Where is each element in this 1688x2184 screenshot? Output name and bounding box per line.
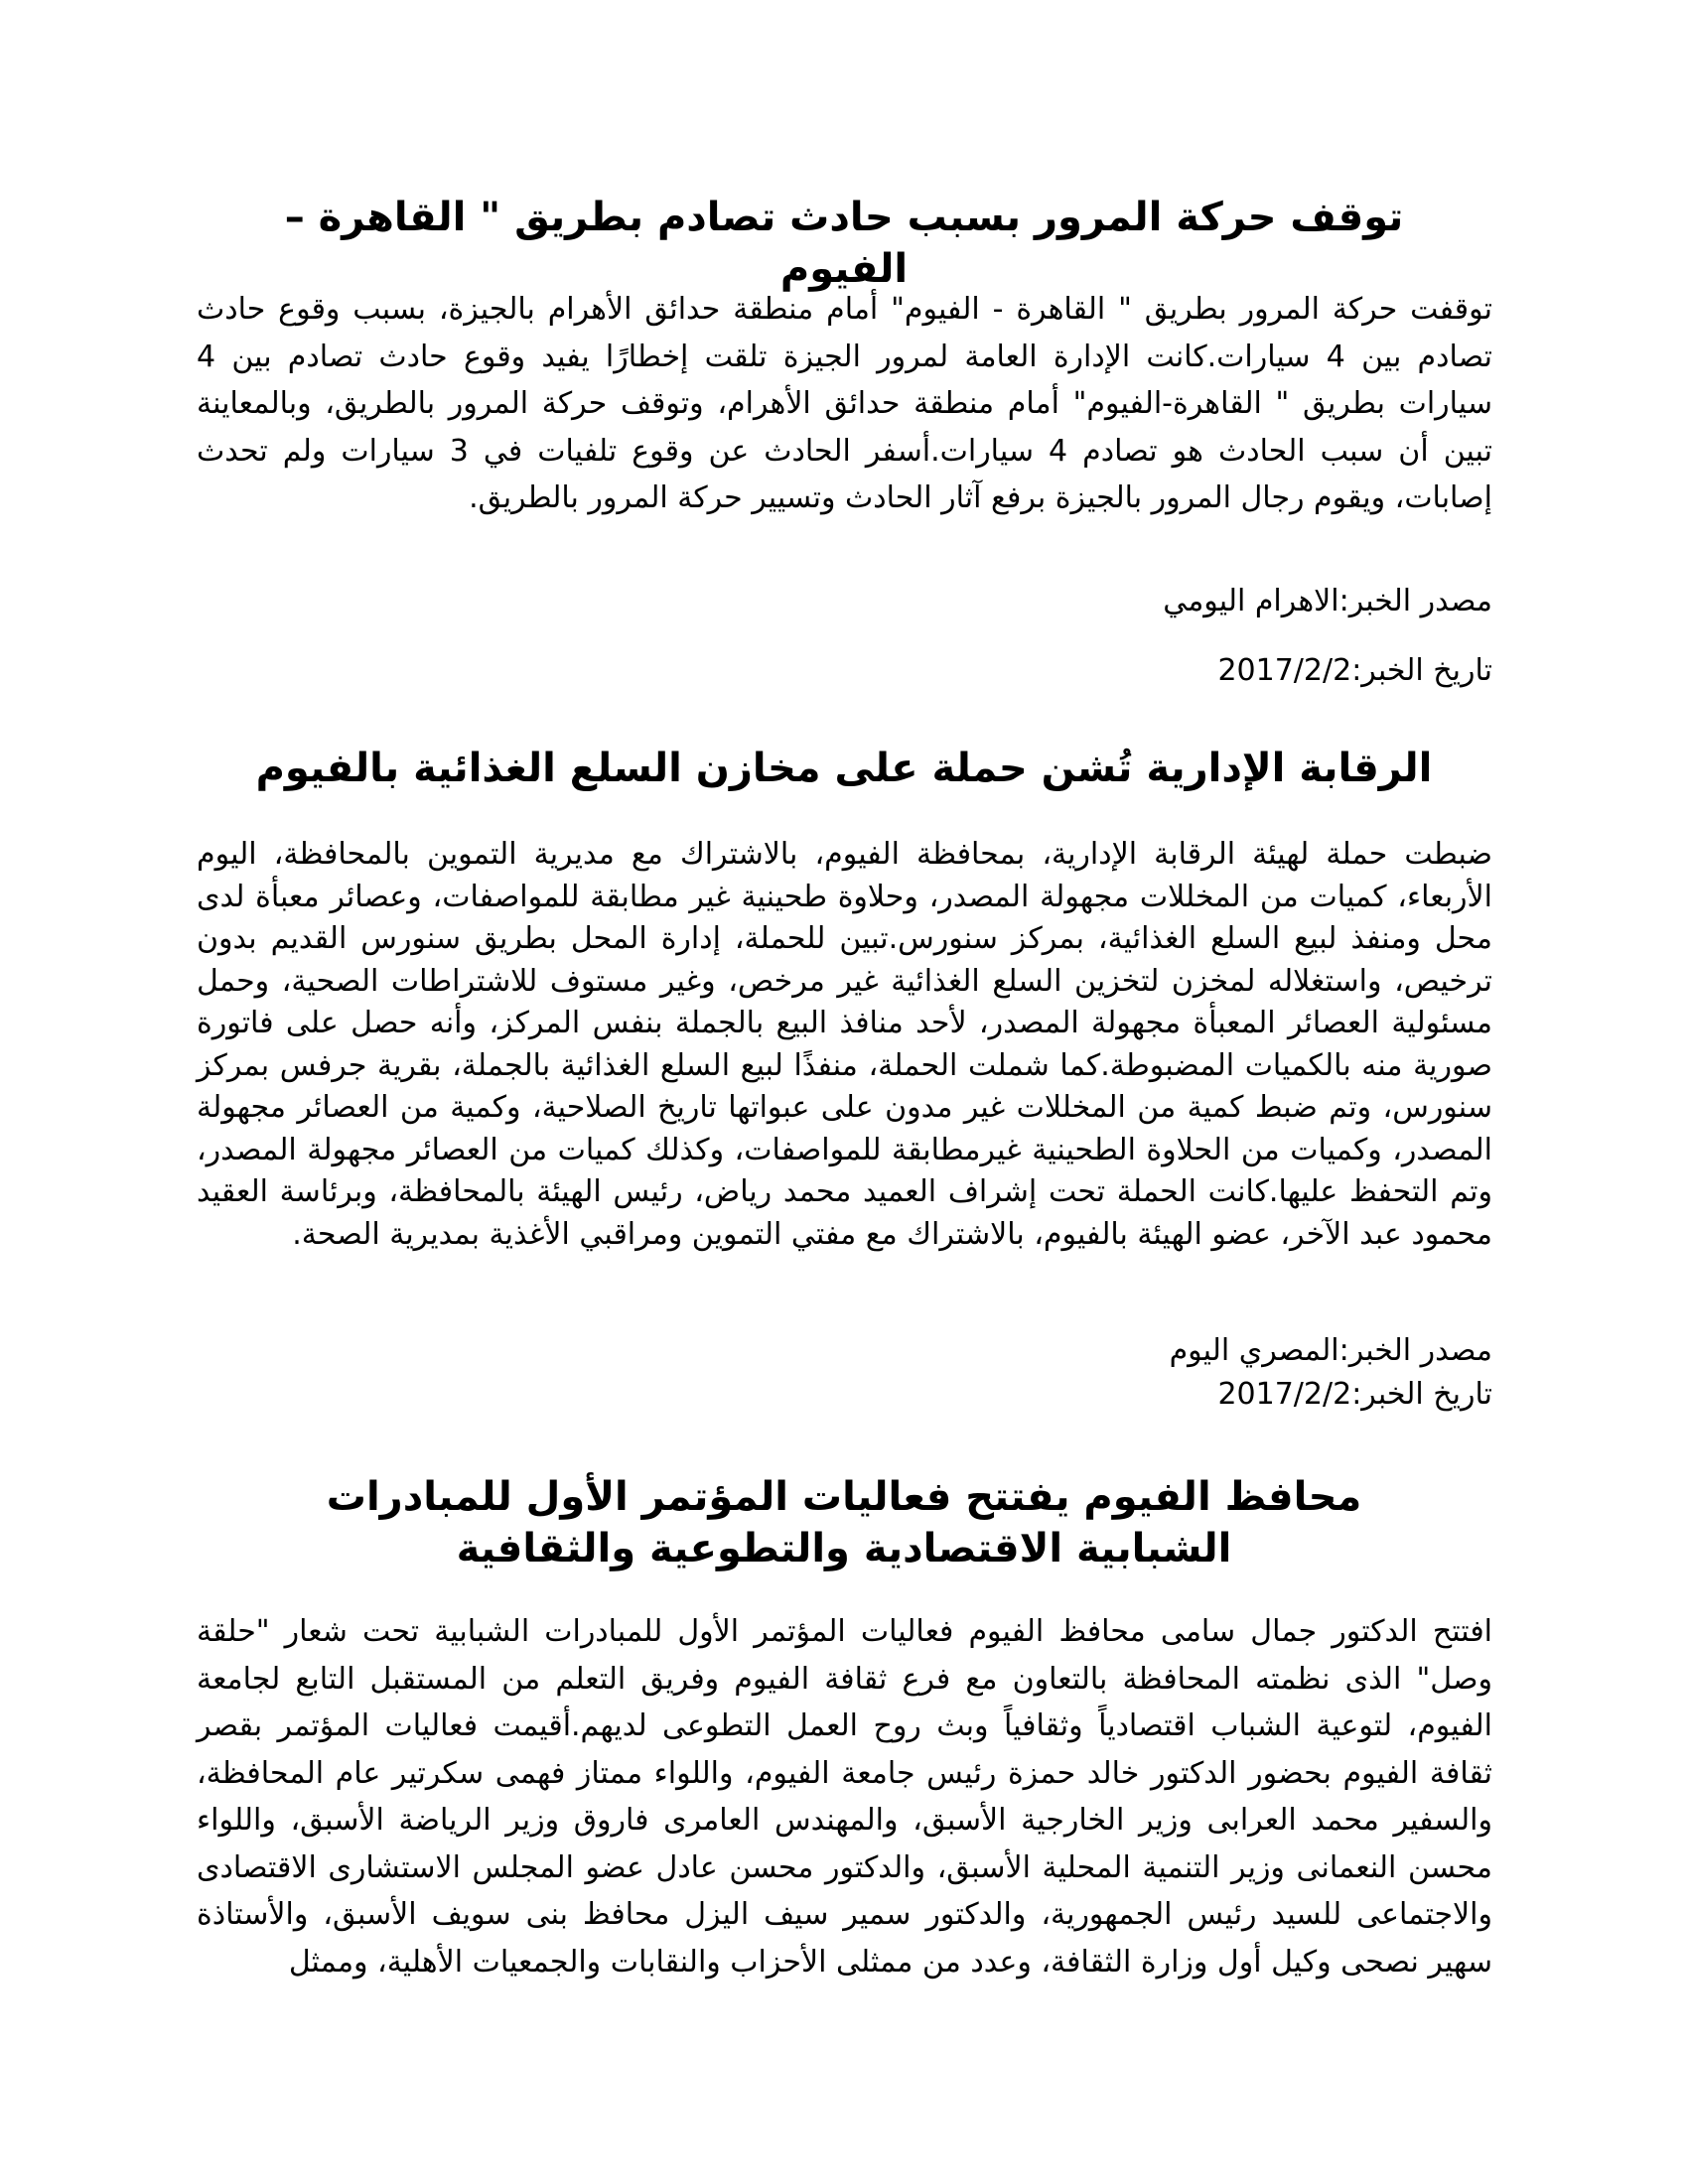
article-1-headline: توقف حركة المرور بسبب حادث تصادم بطريق " القاهرة – الفيوم [284,195,1404,292]
article-2-headline: الرقابة الإدارية تُشن حملة على مخازن السلع الغذائية بالفيوم [255,746,1433,791]
article-2-date: تاريخ الخبر:2017/2/2 [1217,1377,1492,1412]
article-1-source: مصدر الخبر:الاهرام اليومي [1163,584,1492,618]
article-3-body: افتتح الدكتور جمال سامى محافظ الفيوم فعاليات المؤتمر الأول للمبادرات الشبابية تحت شعار "حلقة وصل" الذى نظمته المحافظة بالتعاون مع فرع ثقافة الفيوم وفريق التعلم من المستقبل التابع لجامعة الفيوم، لتوعية الشباب اقتصادياً وثقافياً وبث روح العمل التطوعى لديهم.أقيمت فعاليات المؤتمر بقصر ثقافة الفيوم بحضور الدكتور خالد حمزة رئيس جامعة الفيوم، واللواء ممتاز فهمى سكرتير عام المحافظة، والسفير محمد العرابى وزير الخارجية الأسبق، والمهندس العامرى فاروق وزير الرياضة الأسبق، واللواء محسن النعمانى وزير التنمية المحلية الأسبق، والدكتور محسن عادل عضو المجلس الاستشارى الاقتصادى والاجتماعى للسيد رئيس الجمهورية، والدكتور سمير سيف اليزل محافظ بنى سويف الأسبق، والأستاذة سهير نصحى وكيل أول وزارة الثقافة، وعدد من ممثلى الأحزاب والنقابات والجمعيات الأهلية، وممثل [197,1614,1492,1979]
article-1-body: توقفت حركة المرور بطريق " القاهرة - الفيوم" أمام منطقة حدائق الأهرام بالجيزة، بسبب وقوع حادث تصادم بين 4 سيارات.كانت الإدارة العامة لمرور الجيزة تلقت إخطارًا يفيد وقوع حادث تصادم بين 4 سيارات بطريق " القاهرة-الفيوم" أمام منطقة حدائق الأهرام، وتوقف حركة المرور بالطريق، وبالمعاينة تبين أن سبب الحادث هو تصادم 4 سيارات.أسفر الحادث عن وقوع تلفيات في 3 سيارات ولم تحدث إصابات، ويقوم رجال المرور بالجيزة برفع آثار الحادث وتسيير حركة المرور بالطريق. [197,292,1492,515]
article-2-body: ضبطت حملة لهيئة الرقابة الإدارية، بمحافظة الفيوم، بالاشتراك مع مديرية التموين بالمحافظة، اليوم الأربعاء، كميات من المخللات مجهولة المصدر، وحلاوة طحينية غير مطابقة للمواصفات، وعصائر معبأة لدى محل ومنفذ لبيع السلع الغذائية، بمركز سنورس.تبين للحملة، إدارة المحل بطريق سنورس القديم بدون ترخيص، واستغلاله لمخزن لتخزين السلع الغذائية غير مرخص، وغير مستوف للاشتراطات الصحية، وحمل مسئولية العصائر المعبأة مجهولة المصدر، لأحد منافذ البيع بالجملة بنفس المركز، وأنه حصل على فاتورة صورية منه بالكميات المضبوطة.كما شملت الحملة، منفذًا لبيع السلع الغذائية بالجملة، بقرية جرفس بمركز سنورس، وتم ضبط كمية من المخللات غير مدون على عبواتها تاريخ الصلاحية، وكمية من العصائر مجهولة المصدر، وكميات من الحلاوة الطحينية غيرمطابقة للمواصفات، وكذلك كميات من العصائر مجهولة المصدر، وتم التحفظ عليها.كانت الحملة تحت إشراف العميد محمد رياض، رئيس الهيئة بالمحافظة، وبرئاسة العقيد محمود عبد الآخر، عضو الهيئة بالفيوم، بالاشتراك مع مفتي التموين ومراقبي الأغذية بمديرية الصحة. [197,837,1492,1252]
article-1-date: تاريخ الخبر:2017/2/2 [1217,653,1492,688]
article-3-headline: محافظ الفيوم يفتتح فعاليات المؤتمر الأول للمبادرات الشبابية الاقتصادية والتطوعية والثقافية [326,1474,1362,1571]
article-2-source: مصدر الخبر:المصري اليوم [1169,1333,1492,1368]
